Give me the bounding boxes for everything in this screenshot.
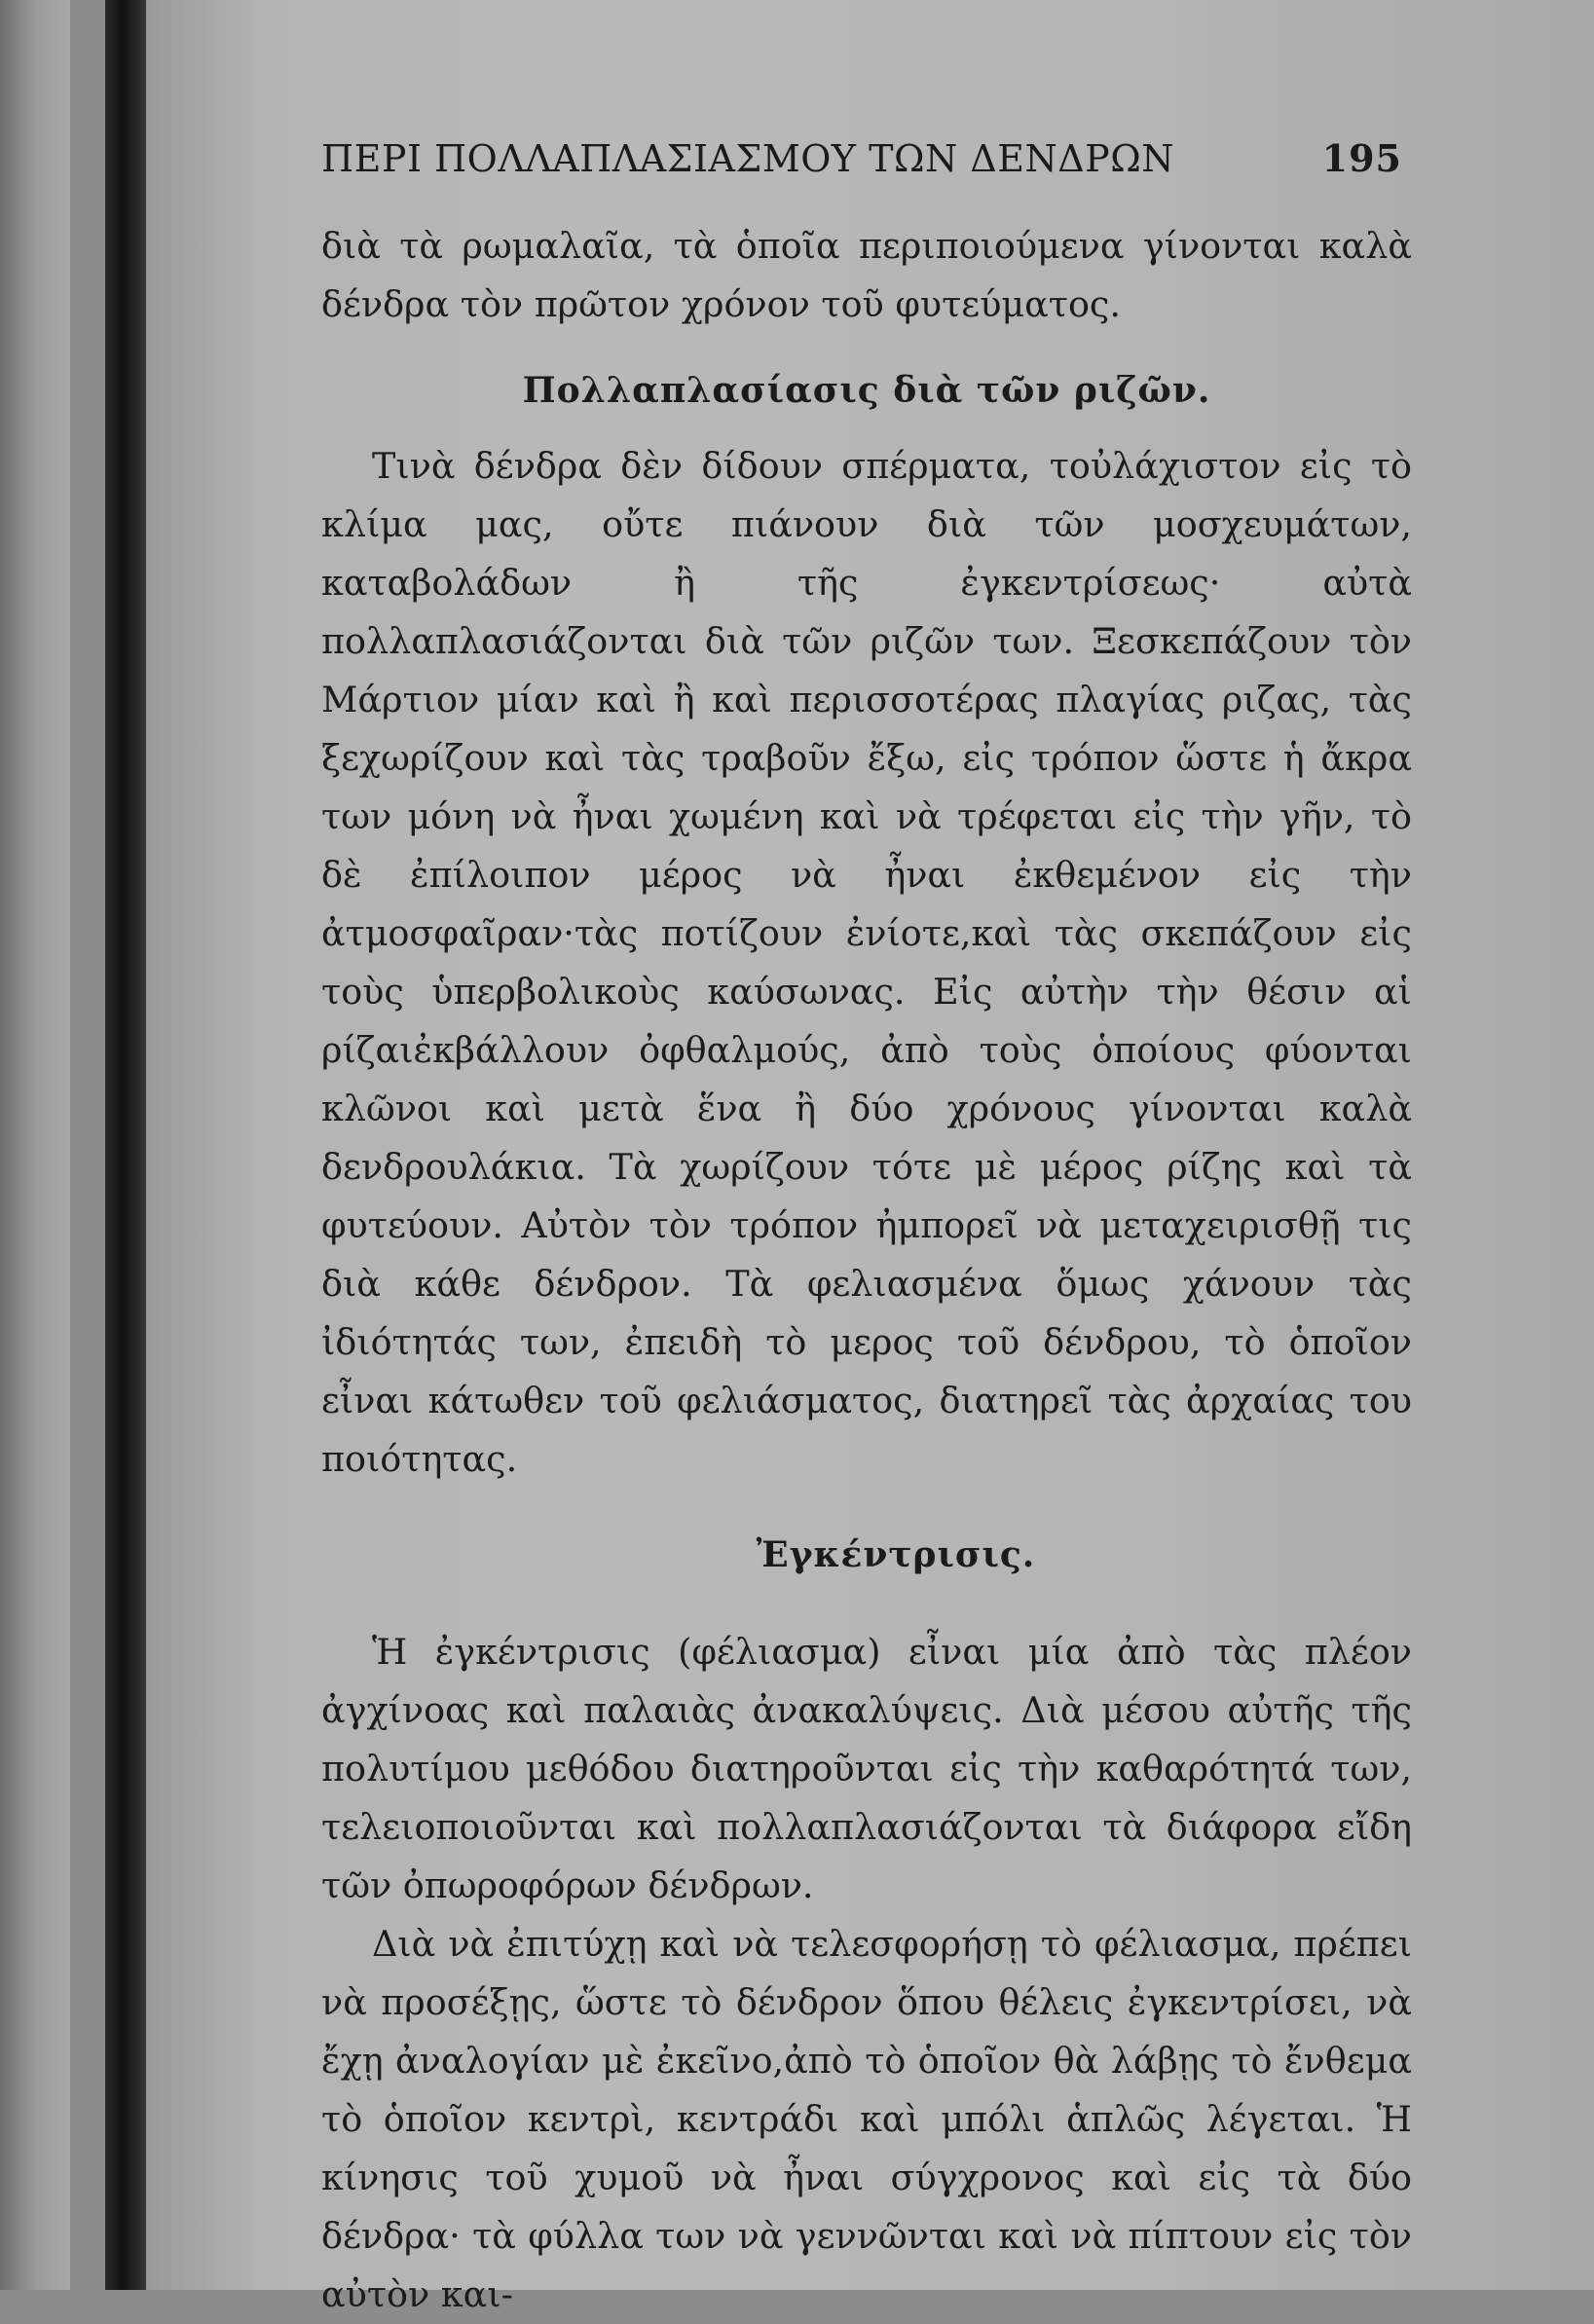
running-head-title: ΠΕΡΙ ΠΟΛΛΑΠΛΑΣΙΑΣΜΟΥ ΤΩΝ ΔΕΝΔΡΩΝ xyxy=(321,137,1174,180)
paragraph-intro: διὰ τὰ ρωμαλαῖα, τὰ ὁποῖα περιποιούμενα γίνονται καλὰ δένδρα τὸν πρῶτον χρόνον τοῦ φυτεύματος. xyxy=(321,225,1412,325)
paragraph-roots: Τινὰ δένδρα δὲν δίδουν σπέρματα, τοὐλάχιστον εἰς τὸ κλίμα μας, οὔτε πιάνουν διὰ τῶν μοσχευμάτων, καταβολάδων ἢ τῆς ἐγκεντρίσεως· αὐτὰ πολλαπλασιάζονται διὰ τῶν ριζῶν των. Ξεσκεπάζουν τὸν Μάρτιον μίαν καὶ ἢ καὶ περισσοτέρας πλαγίας ριζας, τὰς ξεχωρίζουν καὶ τὰς τραβοῦν ἔξω, εἰς τρόπον ὥστε ἡ ἄκρα των μόνη νὰ ἦναι χωμένη καὶ νὰ τρέφεται εἰς τὴν γῆν, τὸ δὲ ἐπίλοιπον μέρος νὰ ἦναι ἐκθεμένον εἰς τὴν ἀτμοσφαῖραν·τὰς ποτίζουν ἐνίοτε,καὶ τὰς σκεπάζουν εἰς τοὺς ὑπερβολικοὺς καύσωνας. Εἰς αὐτὴν τὴν θέσιν αἱ ρίζαιἐκβάλλουν ὀφθαλμούς, ἀπὸ τοὺς ὁποίους φύονται κλῶνοι καὶ μετὰ ἕνα ἢ δύο χρόνους γίνονται καλὰ δενδρουλάκια. Τὰ χωρίζουν τότε μὲ μέρος ρίζης καὶ τὰ φυτεύουν. Αὐτὸν τὸν τρόπον ἠμπορεῖ νὰ μεταχειρισθῇ τις διὰ κάθε δένδρον. Τὰ φελιασμένα ὅμως χάνουν τὰς ἰδιότητάς των, ἐπειδὴ τὸ μερος τοῦ δένδρου, τὸ ὁποῖον εἶναι κάτωθεν τοῦ φελιάσματος, διατηρεῖ τὰς ἀρχαίας του ποιότητας. xyxy=(321,445,1412,1480)
section-heading-grafting: Ἐγκέντρισις. xyxy=(756,1534,1036,1575)
section-heading-roots: Πολλαπλασίασις διὰ τῶν ριζῶν. xyxy=(522,370,1211,411)
paragraph-grafting-1: Ἡ ἐγκέντρισις (φέλιασμα) εἶναι μία ἀπὸ τὰς πλέον ἀγχίνοας καὶ παλαιὰς ἀνακαλύψεις. Διὰ μέσου αὐτῆς τῆς πολυτίμου μεθόδου διατηροῦνται εἰς τὴν καθαρότητά των, τελειοποιοῦνται καὶ πολλαπλασιάζονται τὰ διάφορα εἴδη τῶν ὀπωροφόρων δένδρων. xyxy=(321,1631,1412,1906)
page-text xyxy=(321,136,1412,2324)
running-head xyxy=(321,136,1412,180)
paragraph-grafting-2: Διὰ νὰ ἐπιτύχῃ καὶ νὰ τελεσφορήσῃ τὸ φέλιασμα, πρέπει νὰ προσέξῃς, ὥστε τὸ δένδρον ὅπου θέλεις ἐγκεντρίσει, νὰ ἔχῃ ἀναλογίαν μὲ ἐκεῖνο,ἀπὸ τὸ ὁποῖον θὰ λάβῃς τὸ ἔνθεμα τὸ ὁποῖον κεντρὶ, κεντράδι καὶ μπόλι ἁπλῶς λέγεται. Ἡ κίνησις τοῦ χυμοῦ νὰ ἦναι σύγχρονος καὶ εἰς τὰ δύο δένδρα· τὰ φύλλα των νὰ γεννῶνται καὶ νὰ πίπτουν εἰς τὸν αὐτὸν και- xyxy=(321,1923,1412,2315)
book-gutter xyxy=(105,0,148,2290)
scan-edge xyxy=(0,0,70,2290)
page-number: 195 xyxy=(1321,136,1402,180)
